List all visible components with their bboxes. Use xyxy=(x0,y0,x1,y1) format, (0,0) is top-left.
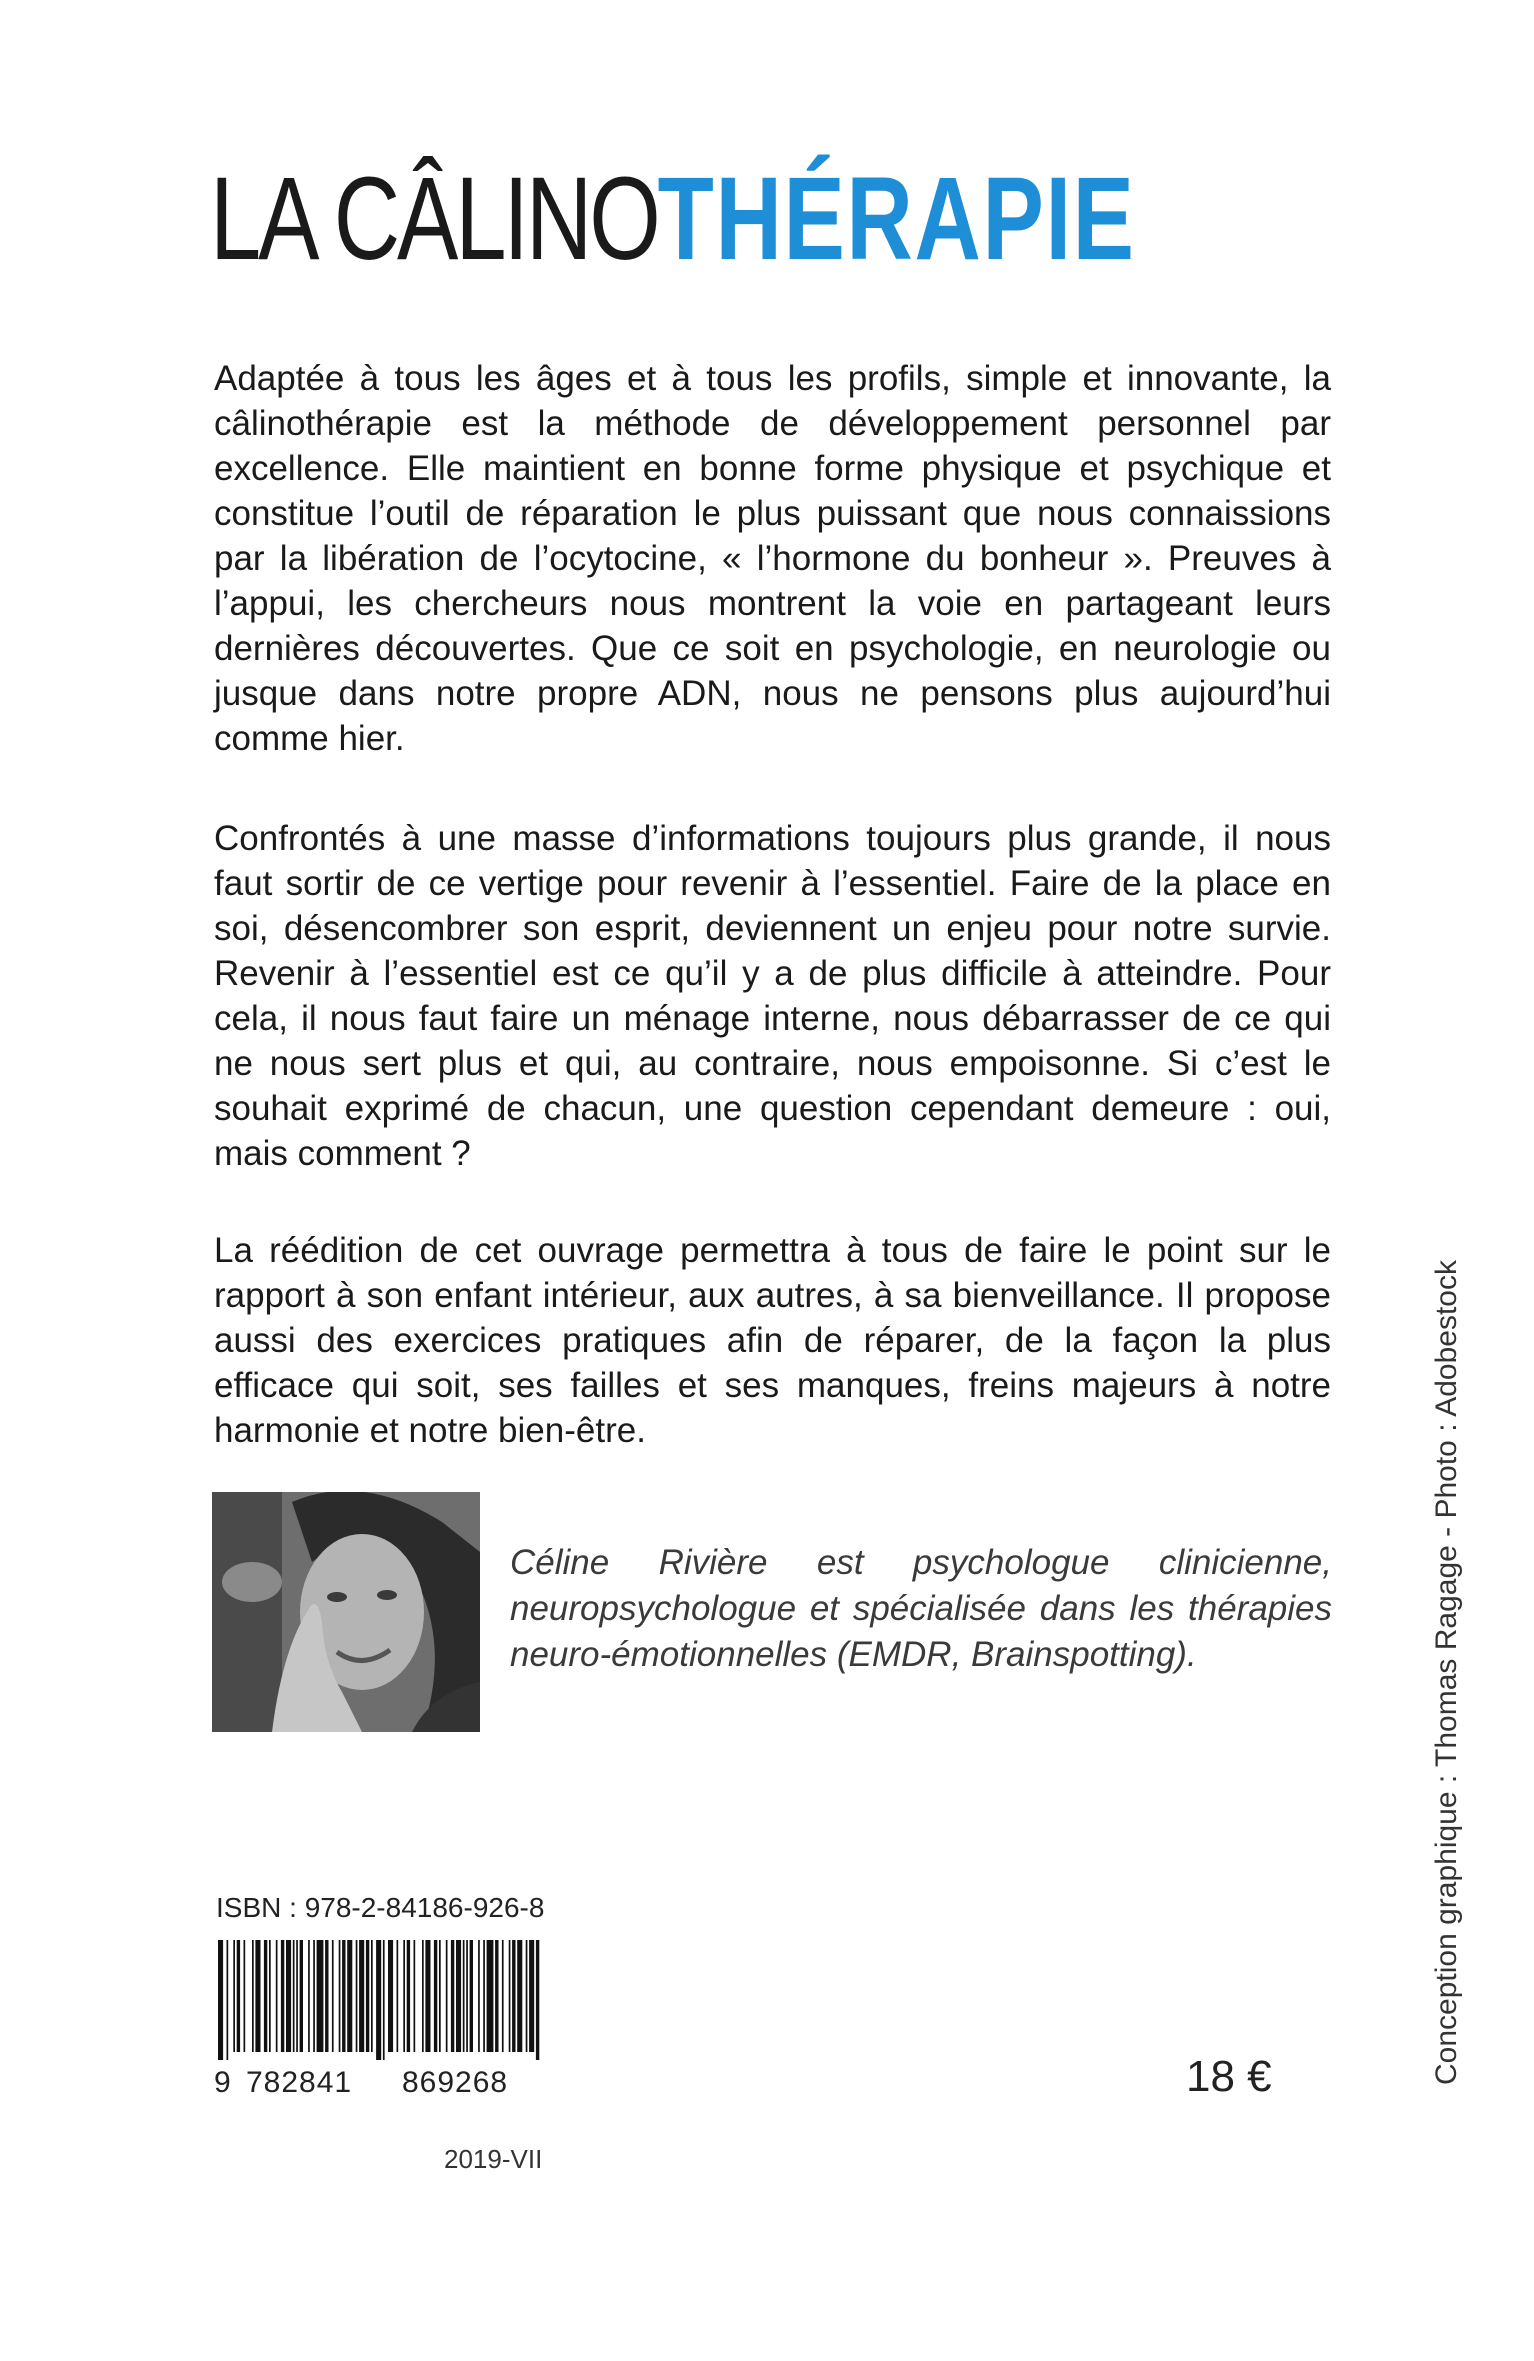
barcode-bar xyxy=(422,1940,424,2052)
description-paragraph-3: La réédition de cet ouvrage permettra à tous de faire le point sur le rapport à son enfant intérieur, aux autres, à sa bienveillance. Il propose aussi des exercices pratiques afin de réparer, de la façon la plus efficace qui soit, ses failles et ses manques, freins majeurs à notre harmonie et notre bien-être. xyxy=(214,1231,1331,1450)
barcode-bar xyxy=(252,1940,254,2052)
barcode-bar xyxy=(342,1940,345,2052)
barcode-bar xyxy=(218,1940,223,2060)
barcode-bar xyxy=(470,1940,473,2052)
barcode-group-1: 782841 xyxy=(246,2066,353,2099)
barcode-bar xyxy=(456,1940,461,2052)
barcode-bar xyxy=(339,1940,341,2052)
barcode-bar xyxy=(495,1940,498,2052)
barcode-bar xyxy=(439,1940,441,2052)
barcode-bar xyxy=(293,1940,295,2052)
barcode-bar xyxy=(244,1940,246,2052)
barcode xyxy=(214,1940,544,2060)
barcode-bar xyxy=(483,1940,485,2052)
barcode-bar xyxy=(325,1940,328,2052)
barcode-bar xyxy=(446,1940,448,2052)
barcode-bar xyxy=(397,1940,399,2052)
barcode-bar xyxy=(300,1940,303,2052)
barcode-bar xyxy=(403,1940,405,2052)
barcode-bar xyxy=(526,1940,528,2052)
barcode-bar xyxy=(434,1940,437,2052)
barcode-bar xyxy=(269,1940,271,2052)
price: 18 € xyxy=(1186,2052,1272,2101)
title-part-1: LA CÂLINO xyxy=(210,153,658,285)
barcode-bar xyxy=(529,1940,534,2052)
barcode-bar xyxy=(376,1940,381,2060)
barcode-bar xyxy=(425,1940,430,2052)
barcode-bar xyxy=(276,1940,278,2052)
barcode-bar xyxy=(463,1940,465,2052)
barcode-bar xyxy=(487,1940,494,2052)
barcode-lead-digit: 9 xyxy=(214,2066,231,2099)
barcode-bar xyxy=(233,1940,235,2052)
barcode-bar xyxy=(451,1940,454,2052)
barcode-bar xyxy=(359,1940,364,2052)
barcode-bar xyxy=(512,1940,515,2052)
barcode-bar xyxy=(383,1940,385,2060)
edition-code: 2019-VII xyxy=(444,2144,543,2174)
barcode-group-2: 869268 xyxy=(402,2066,509,2099)
barcode-bar xyxy=(281,1940,284,2052)
barcode-bar xyxy=(237,1940,240,2052)
barcode-bar xyxy=(227,1940,229,2060)
barcode-bar xyxy=(478,1940,480,2052)
barcode-bar xyxy=(509,1940,511,2052)
book-title xyxy=(210,153,1136,285)
barcode-bar xyxy=(347,1940,352,2052)
design-credit: Conception graphique : Thomas Ragage - Photo : Adobestock xyxy=(1430,1260,1463,2085)
barcode-bar xyxy=(317,1940,324,2052)
description-paragraph-1: Adaptée à tous les âges et à tous les profils, simple et innovante, la câlinothérapie est la méthode de développement personnel par excellence. Elle maintient en bonne forme physique et psychique et constitue l’outil de réparation le plus puissant que nous connaissions par la libération de l’ocytocine, « l’hormone du bonheur ». Preuves à l’appui, les chercheurs nous montrent la voie en partageant leurs dernières découvertes. Que ce soit en psychologie, en neurologie ou jusque dans notre propre ADN, nous ne pensons plus aujourd’hui comme hier. xyxy=(214,359,1331,758)
barcode-bar xyxy=(313,1940,315,2052)
barcode-bar xyxy=(332,1940,334,2052)
barcode-bar xyxy=(296,1940,298,2052)
barcode-bar xyxy=(371,1940,373,2052)
barcode-bar xyxy=(388,1940,393,2052)
barcode-bar xyxy=(255,1940,260,2052)
isbn: ISBN : 978-2-84186-926-8 xyxy=(216,1892,545,1923)
barcode-bar xyxy=(407,1940,410,2052)
author-photo xyxy=(212,1492,480,1732)
barcode-bar xyxy=(264,1940,267,2052)
description-paragraph-2: Confrontés à une masse d’informations toujours plus grande, il nous faut sortir de ce vertige pour revenir à l’essentiel. Faire de la place en soi, désencombrer son esprit, deviennent un enjeu pour notre survie. Revenir à l’essentiel est ce qu’il y a de plus difficile à atteindre. Pour cela, il nous faut faire un ménage interne, nous débarrasser de ce qui ne nous sert plus et qui, au contraire, nous empoisonne. Si c’est le souhait exprimé de chacun, une question cependant demeure : oui, mais comment ? xyxy=(214,819,1331,1173)
barcode-bar xyxy=(536,1940,539,2060)
barcode-bar xyxy=(308,1940,310,2052)
barcode-bar xyxy=(466,1940,468,2052)
barcode-bar xyxy=(517,1940,522,2052)
barcode-bar xyxy=(414,1940,416,2052)
barcode-bar xyxy=(366,1940,369,2052)
author-bio: Céline Rivière est psychologue clinicienne, neuropsychologue et spécialisée dans les thérapies neuro-émotionnelles (EMDR, Brainspotting). xyxy=(510,1543,1332,1674)
barcode-bar xyxy=(502,1940,504,2052)
barcode-bar xyxy=(356,1940,358,2052)
title-part-2: THÉRAPIE xyxy=(657,153,1136,285)
barcode-bar xyxy=(286,1940,291,2052)
